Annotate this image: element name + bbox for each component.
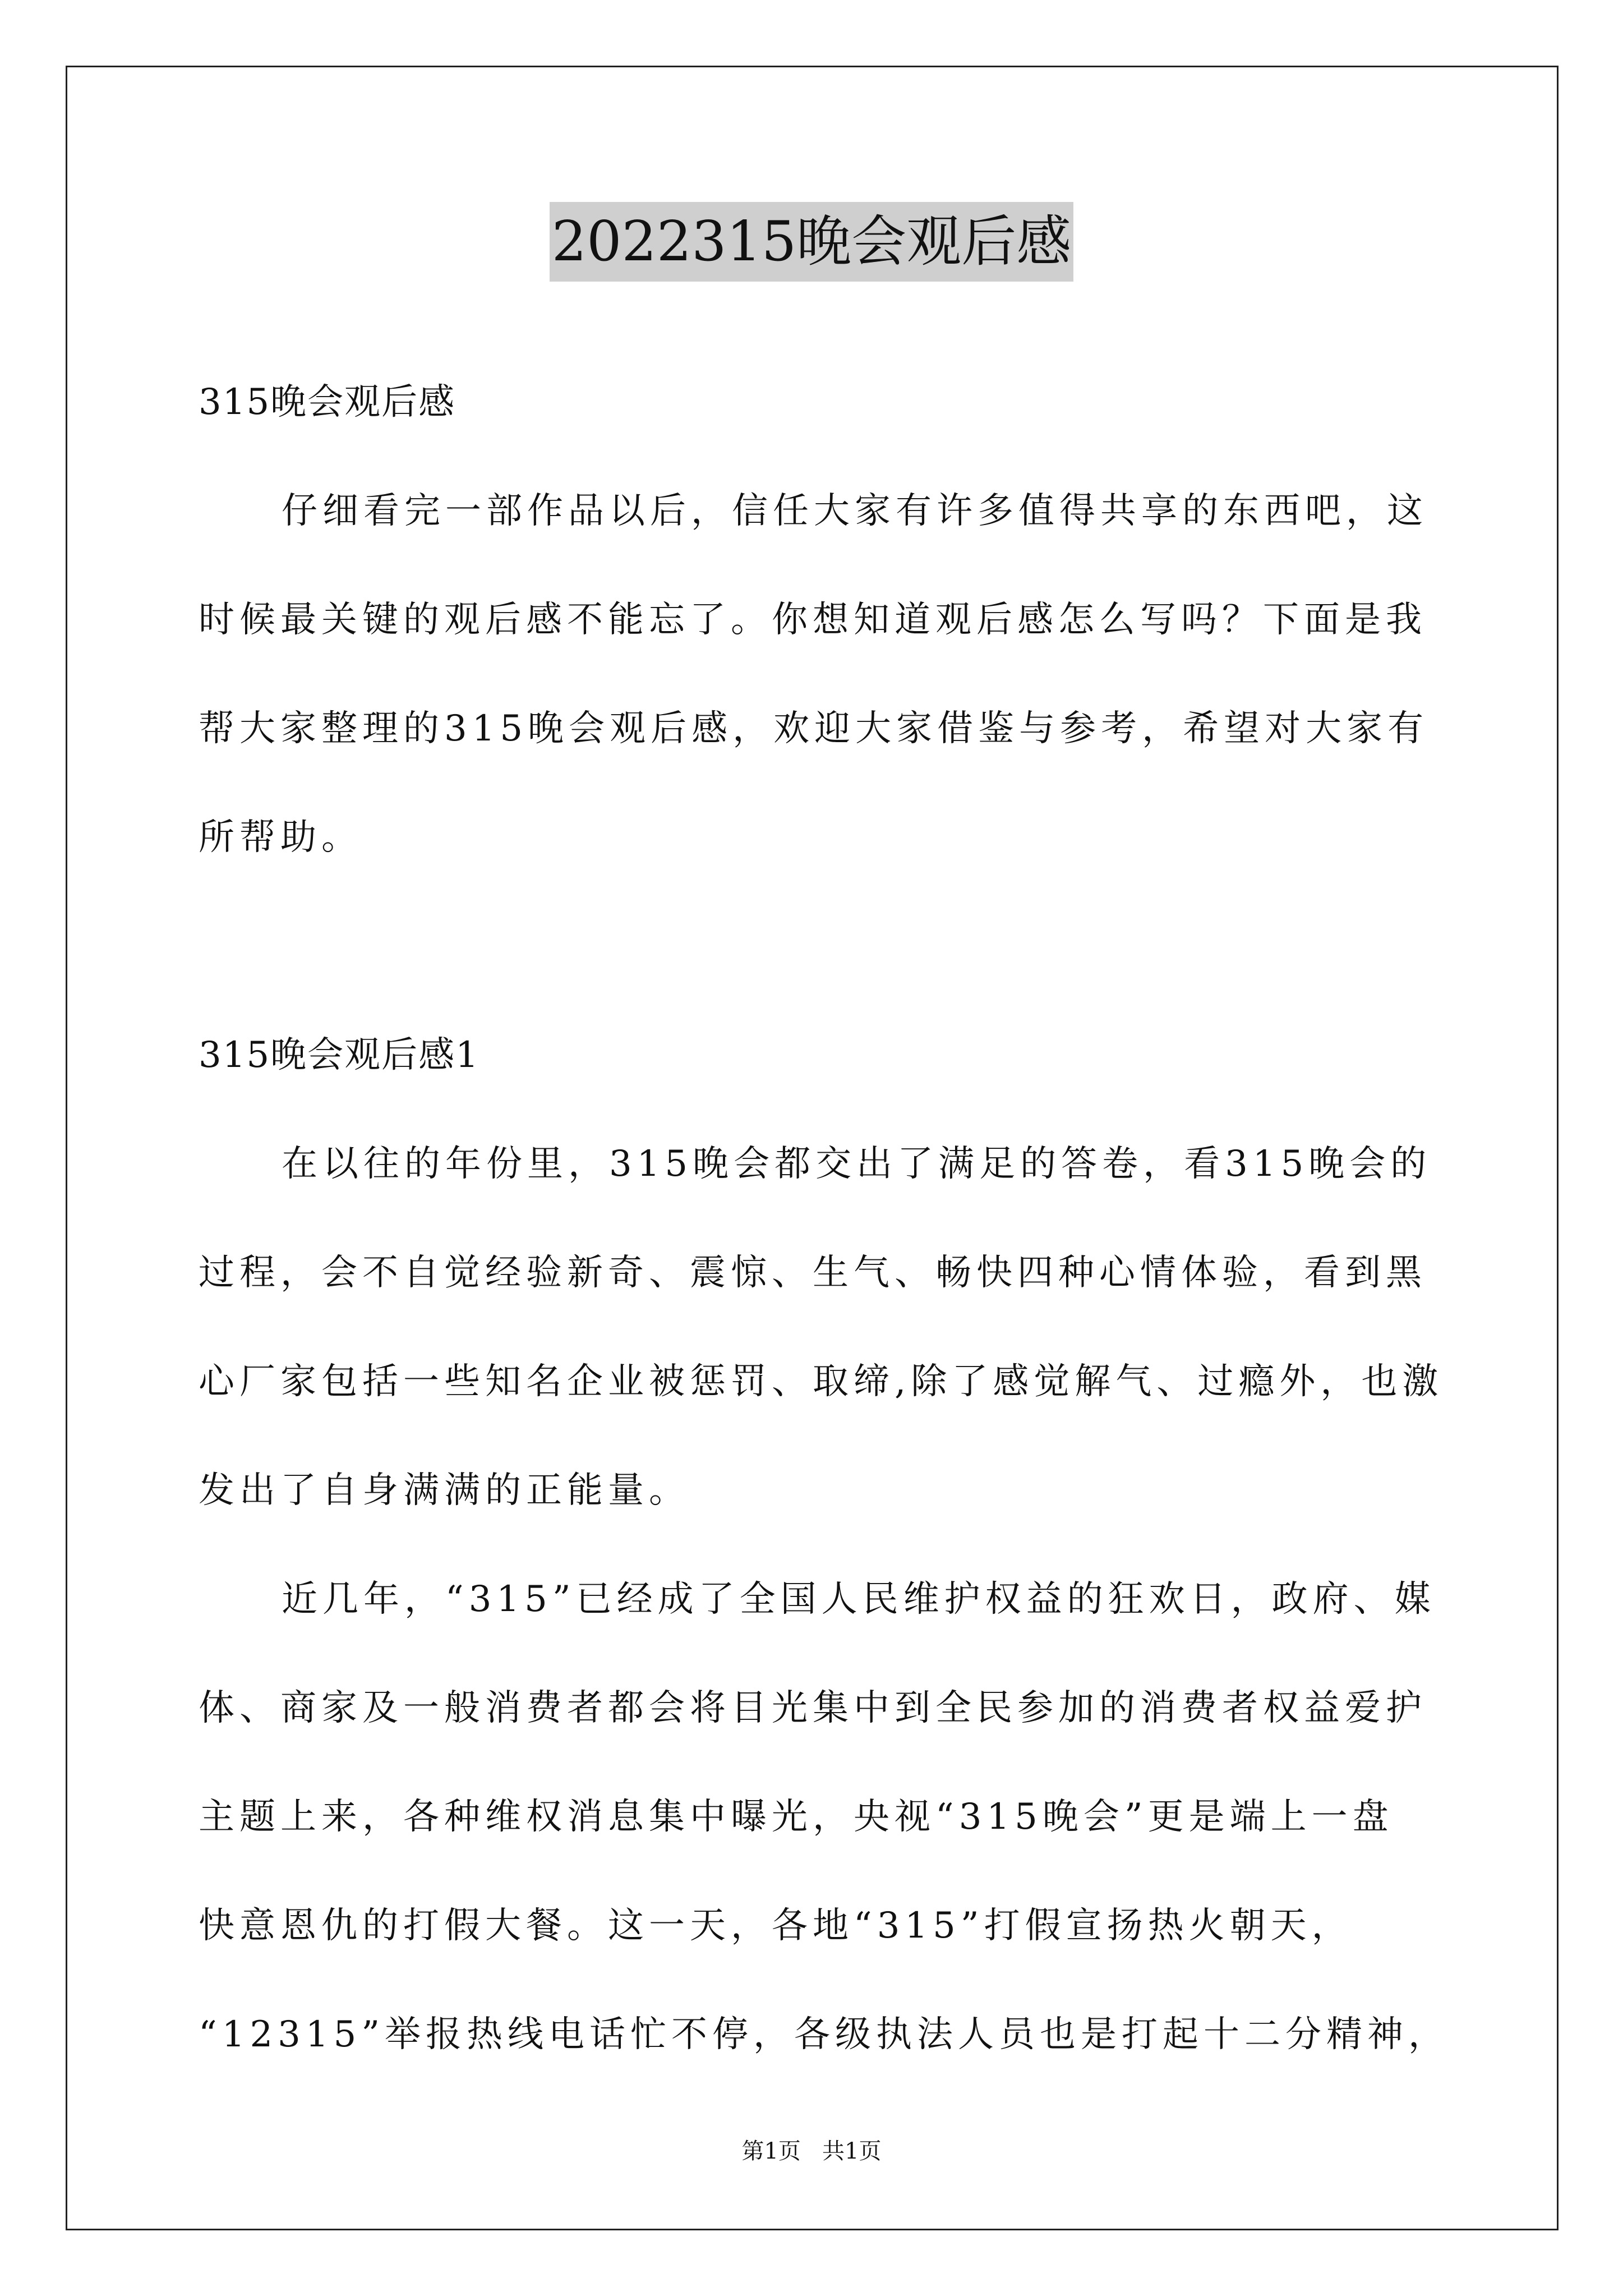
paragraph-line: 过程，会不自觉经验新奇、震惊、生气、畅快四种心情体验，看到黑 xyxy=(199,1252,1427,1294)
intro-line: 时候最关键的观后感不能忘了。你想知道观后感怎么写吗？下面是我 xyxy=(199,599,1427,641)
paragraph-line: “12315”举报热线电话忙不停，各级执法人员也是打起十二分精神， xyxy=(199,2014,1450,2055)
paragraph-line: 主题上来，各种维权消息集中曝光，央视“315晚会”更是端上一盘 xyxy=(199,1796,1394,1838)
paragraph-line: 近几年，“315”已经成了全国人民维护权益的狂欢日，政府、媒 xyxy=(282,1579,1436,1620)
document-body xyxy=(199,348,1450,2089)
intro-line: 帮大家整理的315晚会观后感，欢迎大家借鉴与参考，希望对大家有 xyxy=(199,708,1429,749)
paragraph-line: 快意恩仇的打假大餐。这一天，各地“315”打假宣扬热火朝天， xyxy=(199,1905,1353,1947)
intro-line: 仔细看完一部作品以后，信任大家有许多值得共享的东西吧，这 xyxy=(282,490,1428,532)
paragraph-line: 发出了自身满满的正能量。 xyxy=(199,1470,690,1511)
page-number-footer: 第1页 共1页 xyxy=(741,2138,882,2164)
intro-line: 所帮助。 xyxy=(199,817,362,858)
section-heading: 315晚会观后感1 xyxy=(199,1034,479,1076)
paragraph-line: 体、商家及一般消费者都会将目光集中到全民参加的消费者权益爱护 xyxy=(199,1687,1427,1729)
blank-line xyxy=(199,892,1432,1001)
paragraph-line: 在以往的年份里，315晚会都交出了满足的答卷，看315晚会的 xyxy=(282,1143,1432,1185)
document-title: 2022315晚会观后感 xyxy=(550,202,1073,282)
paragraph-line: 心厂家包括一些知名企业被惩罚、取缔,除了感觉解气、过瘾外，也激 xyxy=(199,1361,1444,1402)
title-container xyxy=(0,202,1623,282)
intro-heading: 315晚会观后感 xyxy=(199,381,456,423)
